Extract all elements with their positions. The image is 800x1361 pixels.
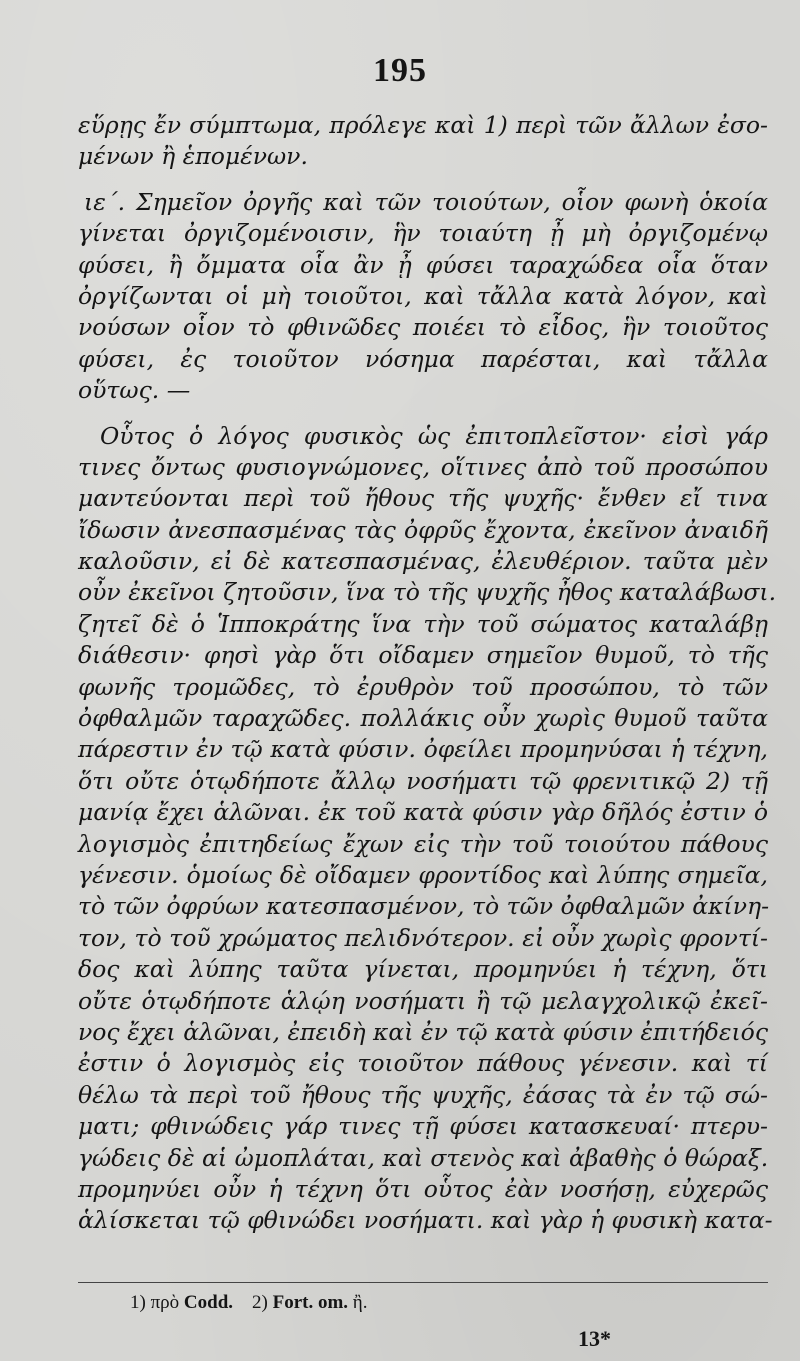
footnote-divider bbox=[78, 1282, 768, 1283]
page-number: 195 bbox=[373, 52, 427, 89]
footnote-2-marker: 2) bbox=[252, 1292, 268, 1313]
footnote-1 bbox=[130, 1292, 238, 1313]
text-line: θέλω τὰ περὶ τοῦ ἤθους τῆς ψυχῆς, ἐάσας τὰ ἐν τῷ σώ- bbox=[78, 1080, 768, 1109]
text-line: διάθεσιν· φησὶ γὰρ ὅτι οἴδαμεν σημεῖον θυμοῦ, τὸ τῆς bbox=[78, 641, 768, 670]
text-line: νος ἔχει ἁλῶναι, ἐπειδὴ καὶ ἐν τῷ κατὰ φύσιν ἐπιτήδειός bbox=[78, 1017, 768, 1046]
text-line: ὅτι οὔτε ὁτῳδήποτε ἄλλῳ νοσήματι τῷ φρενιτικῷ 2) τῇ bbox=[78, 766, 768, 795]
signature-mark: 13* bbox=[578, 1326, 611, 1351]
text-line: φωνῆς τρομῶδες, τὸ ἐρυθρὸν τοῦ προσώπου, τὸ τῶν bbox=[78, 672, 768, 701]
text-line: γώδεις δὲ αἱ ὠμοπλάται, καὶ στενὸς καὶ ἀβαθὴς ὁ θώραξ. bbox=[78, 1143, 769, 1172]
text-line: μανίᾳ ἔχει ἁλῶναι. ἐκ τοῦ κατὰ φύσιν γὰρ δῆλός ἐστιν ὁ bbox=[78, 798, 768, 827]
text-line: ζητεῖ δὲ ὁ Ἱπποκράτης ἵνα τὴν τοῦ σώματος καταλάβῃ bbox=[78, 609, 768, 638]
paragraph-gap bbox=[78, 173, 768, 187]
footnote-2-greek: ἢ. bbox=[352, 1292, 368, 1313]
text-line: ἴδωσιν ἀνεσπασμένας τὰς ὀφρῦς ἔχοντα, ἐκεῖνον ἀναιδῆ bbox=[78, 515, 768, 544]
text-line: γίνεται ὀργιζομένοισιν, ἣν τοιαύτη ᾖ μὴ ὀργιζομένῳ bbox=[78, 219, 768, 248]
text-line: οὖν ἐκεῖνοι ζητοῦσιν, ἵνα τὸ τῆς ψυχῆς ἦθος καταλάβωσι. bbox=[78, 578, 777, 607]
footnotes bbox=[130, 1290, 367, 1316]
text-line: νούσων οἷον τὸ φθινῶδες ποιέει τὸ εἶδος, ἣν τοιοῦτος bbox=[78, 313, 768, 342]
footnote-2-text: Fort. om. bbox=[272, 1292, 349, 1313]
text-line: τινες ὄντως φυσιογνώμονες, οἵτινες ἀπὸ τοῦ προσώπου bbox=[78, 452, 768, 481]
footnote-1-greek: πρὸ bbox=[150, 1292, 180, 1313]
paragraph-gap bbox=[78, 407, 768, 421]
text-line: τὸ τῶν ὀφρύων κατεσπασμένον, τὸ τῶν ὀφθαλμῶν ἀκίνη- bbox=[78, 892, 770, 921]
text-line: τον, τὸ τοῦ χρώματος πελιδνότερον. εἰ οὖν χωρὶς φροντί- bbox=[78, 923, 768, 952]
text-line: γένεσιν. ὁμοίως δὲ οἴδαμεν φροντίδος καὶ λύπης σημεῖα, bbox=[78, 860, 768, 889]
text-line: μαντεύονται περὶ τοῦ ἤθους τῆς ψυχῆς· ἔνθεν εἴ τινα bbox=[78, 484, 768, 513]
text-line: πάρεστιν ἐν τῷ κατὰ φύσιν. ὀφείλει προμηνύσαι ἡ τέχνη, bbox=[78, 735, 768, 764]
text-line: οὕτως. — bbox=[78, 376, 191, 405]
text-line: προμηνύει οὖν ἡ τέχνη ὅτι οὗτος ἐὰν νοσήσῃ, εὐχερῶς bbox=[78, 1174, 768, 1203]
text-line: Οὗτος ὁ λόγος φυσικὸς ὡς ἐπιτοπλεῖστον· εἰσὶ γάρ bbox=[100, 421, 768, 450]
text-line: ἐστιν ὁ λογισμὸς εἰς τοιοῦτον πάθους γένεσιν. καὶ τί bbox=[78, 1049, 768, 1078]
main-text bbox=[78, 110, 777, 1237]
footnote-2 bbox=[252, 1292, 367, 1313]
text-line: λογισμὸς ἐπιτηδείως ἔχων εἰς τὴν τοῦ τοιούτου πάθους bbox=[78, 829, 768, 858]
text-line: καλοῦσιν, εἰ δὲ κατεσπασμένας, ἐλευθέριον. ταῦτα μὲν bbox=[78, 547, 768, 576]
text-line: ιε΄. Σημεῖον ὀργῆς καὶ τῶν τοιούτων, οἷον φωνὴ ὁκοία bbox=[84, 187, 768, 216]
text-line: φύσει, ἢ ὄμματα οἷα ἂν ᾖ φύσει ταραχώδεα οἷα ὅταν bbox=[78, 250, 768, 279]
text-line: ἁλίσκεται τῷ φθινώδει νοσήματι. καὶ γὰρ ἡ φυσικὴ κατα- bbox=[78, 1206, 773, 1235]
text-line: εὕρῃς ἔν σύμπτωμα, πρόλεγε καὶ 1) περὶ τῶν ἄλλων ἐσο- bbox=[78, 111, 768, 139]
footnote-1-source: Codd. bbox=[183, 1292, 234, 1313]
text-line: ὀργίζωνται οἱ μὴ τοιοῦτοι, καὶ τἄλλα κατὰ λόγον, καὶ bbox=[78, 281, 768, 310]
text-line: οὔτε ὁτῳδήποτε ἁλῴη νοσήματι ἢ τῷ μελαγχολικῷ ἐκεῖ- bbox=[78, 986, 768, 1015]
text-line: ματι; φθινώδεις γάρ τινες τῇ φύσει κατασκευαί· πτερυ- bbox=[78, 1112, 768, 1141]
text-line: δος καὶ λύπης ταῦτα γίνεται, προμηνύει ἡ τέχνη, ὅτι bbox=[78, 955, 768, 984]
footnote-1-marker: 1) bbox=[130, 1292, 146, 1313]
text-line: μένων ἢ ἑπομένων. bbox=[78, 142, 308, 171]
text-line: φύσει, ἐς τοιοῦτον νόσημα παρέσται, καὶ τἄλλα bbox=[78, 344, 768, 373]
text-line: ὀφθαλμῶν ταραχῶδες. πολλάκις οὖν χωρὶς θυμοῦ ταῦτα bbox=[78, 704, 768, 733]
